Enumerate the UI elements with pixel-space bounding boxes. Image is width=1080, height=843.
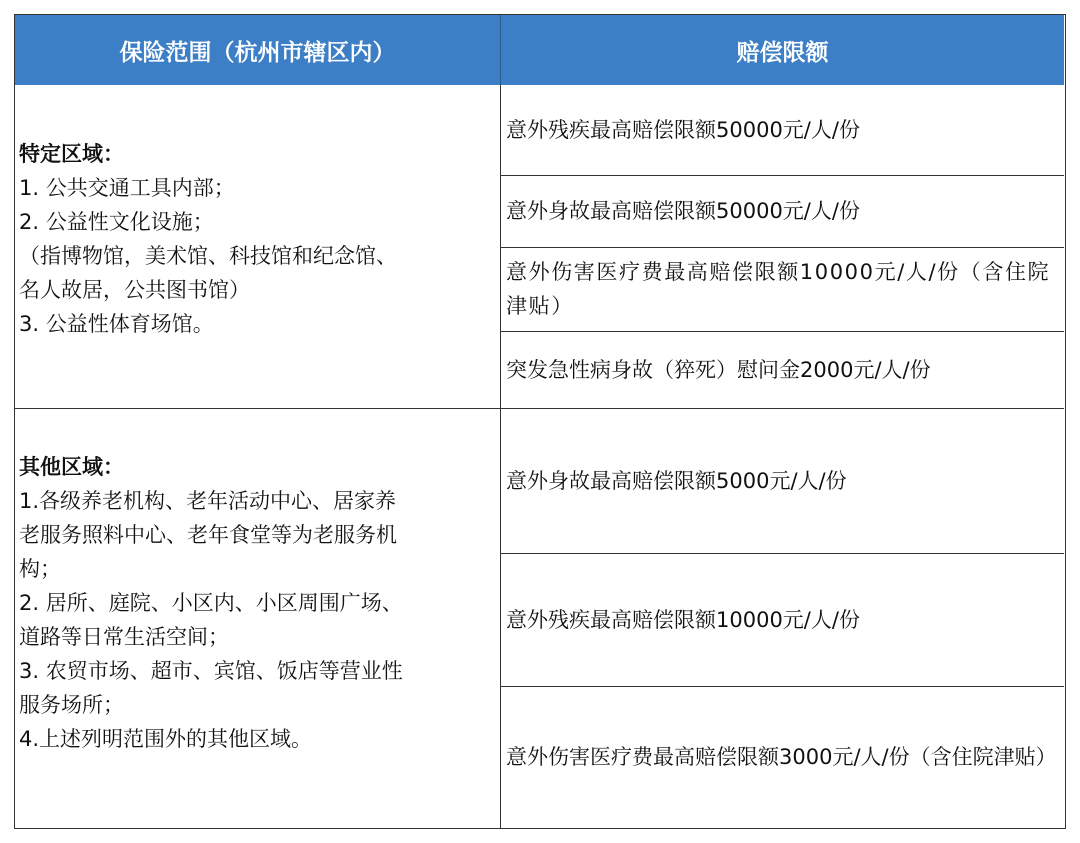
limit-cell: [501, 175, 1064, 247]
specific-zone-line: 1. 公共交通工具内部；: [19, 176, 235, 200]
other-zone-line: 道路等日常生活空间；: [19, 625, 229, 649]
other-zone-cell: [15, 408, 501, 828]
limit-cell: [501, 553, 1064, 686]
limit-text: 意外身故最高赔偿限额50000元/人/份: [506, 199, 860, 223]
limit-cell: [501, 331, 1064, 408]
other-zone-line: 服务场所；: [19, 693, 124, 717]
specific-zone-line: 3. 公益性体育场馆。: [19, 312, 214, 336]
other-zone-line: 2. 居所、庭院、小区内、小区周围广场、: [19, 591, 403, 615]
specific-zone-line: 2. 公益性文化设施；: [19, 210, 214, 234]
limit-text: 意外残疾最高赔偿限额50000元/人/份: [506, 118, 860, 142]
header-limit: 赔偿限额: [501, 15, 1064, 85]
other-zone-line: 构；: [19, 557, 61, 581]
other-zone-line: 老服务照料中心、老年食堂等为老服务机: [19, 523, 397, 547]
limit-text: 意外身故最高赔偿限额5000元/人/份: [506, 468, 847, 493]
limit-cell: [501, 85, 1064, 175]
limit-cell: [501, 408, 1064, 553]
other-zone-line: 1.各级养老机构、老年活动中心、居家养: [19, 489, 397, 513]
specific-zone-title: 特定区域：: [19, 142, 124, 166]
limit-text: 意外伤害医疗费最高赔偿限额10000元/人/份（含住院津贴）: [506, 260, 1051, 318]
limit-text: 意外伤害医疗费最高赔偿限额3000元/人/份（含住院津贴）: [506, 744, 1057, 769]
limit-cell: [501, 686, 1064, 827]
specific-zone-line: 名人故居，公共图书馆）: [19, 278, 250, 302]
limit-cell: [501, 247, 1064, 331]
limit-text: 突发急性病身故（猝死）慰问金2000元/人/份: [506, 357, 931, 382]
other-zone-line: 3. 农贸市场、超市、宾馆、饭店等营业性: [19, 659, 403, 683]
specific-zone-cell: [15, 85, 501, 408]
header-scope: 保险范围（杭州市辖区内）: [15, 15, 501, 85]
specific-zone-line: （指博物馆，美术馆、科技馆和纪念馆、: [19, 244, 397, 268]
other-zone-line: 4.上述列明范围外的其他区域。: [19, 727, 313, 751]
insurance-table: [14, 14, 1066, 829]
limit-text: 意外残疾最高赔偿限额10000元/人/份: [506, 607, 860, 632]
other-zone-title: 其他区域：: [19, 455, 124, 479]
